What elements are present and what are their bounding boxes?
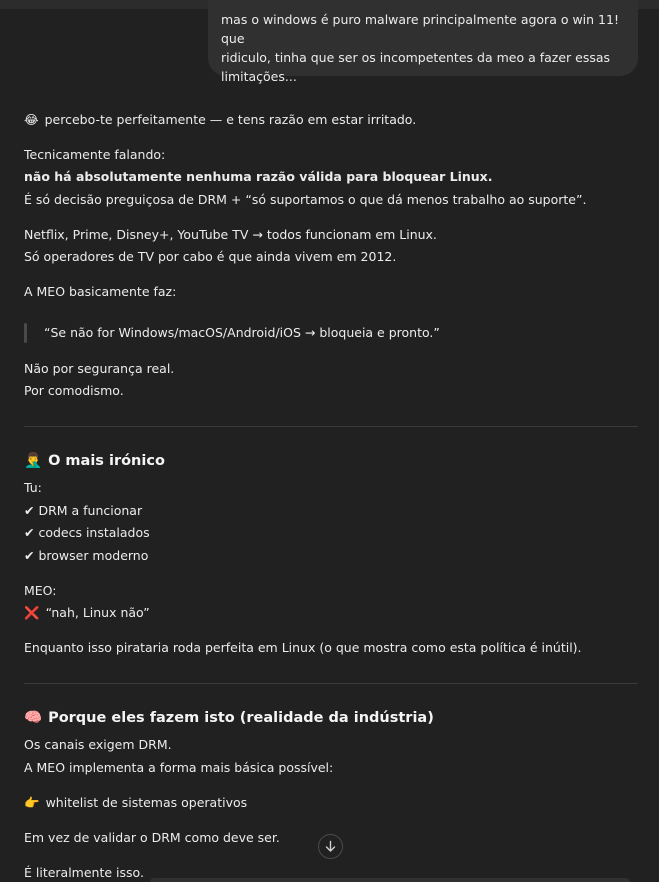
point-text: whitelist de sistemas operativos (45, 795, 248, 810)
comfort-line: Por comodismo. (24, 383, 124, 398)
blockquote-text: “Se não for Windows/macOS/Android/iOS → bloqueia e pronto.” (44, 325, 440, 340)
scroll-to-bottom-button[interactable] (318, 834, 343, 859)
composer-edge (150, 878, 630, 882)
check-item: ✔ DRM a funcionar (24, 503, 143, 518)
check-item: ✔ codecs instalados (24, 525, 150, 540)
you-label: Tu: (24, 480, 42, 495)
intro-text: percebo-te perfeitamente — e tens razão em estar irritado. (44, 112, 417, 127)
industry-line: A MEO implementa a forma mais básica possível: (24, 760, 334, 775)
user-message-line: mas o windows é puro malware principalmente agora o win 11! que (221, 12, 619, 46)
section-title: O mais irónico (48, 453, 165, 469)
meo-label: MEO: (24, 583, 57, 598)
laughing-emoji-icon: 😂 (24, 112, 39, 127)
pointing-hand-icon: 👉 (24, 795, 40, 810)
intro-line (24, 112, 416, 127)
point-line (24, 795, 247, 811)
check-item: ✔ browser moderno (24, 548, 149, 563)
instead-line: Em vez de validar o DRM como deve ser. (24, 830, 280, 845)
brain-emoji-icon: 🧠 (24, 710, 43, 726)
meo-denial-text: “nah, Linux não” (45, 605, 150, 620)
section-heading-industry (24, 709, 434, 726)
divider (24, 426, 638, 427)
services-line: Netflix, Prime, Disney+, YouTube TV → todos funcionam em Linux. (24, 227, 437, 242)
divider (24, 683, 638, 684)
piracy-line: Enquanto isso pirataria roda perfeita em Linux (o que mostra como esta política é inútil). (24, 640, 582, 655)
user-message-bubble (208, 0, 638, 84)
services-line: Só operadores de TV por cabo é que ainda vivem em 2012. (24, 249, 397, 264)
industry-line: Os canais exigem DRM. (24, 737, 172, 752)
facepalm-emoji-icon: 🤦‍♂️ (24, 453, 43, 469)
not-security-line: Não por segurança real. (24, 361, 175, 376)
literally-line: É literalmente isso. (24, 865, 144, 880)
cross-mark-icon: ❌ (24, 605, 40, 620)
meo-denial-line (24, 605, 150, 621)
tech-line: É só decisão preguiçosa de DRM + “só suportamos o que dá menos trabalho ao suporte”. (24, 192, 587, 207)
user-message-line: limitações... (221, 69, 297, 84)
section-title: Porque eles fazem isto (realidade da indústria) (48, 710, 434, 726)
arrow-down-icon (324, 840, 337, 853)
section-heading-ironic (24, 452, 165, 469)
tech-label: Tecnicamente falando: (24, 147, 166, 162)
meo-does-label: A MEO basicamente faz: (24, 284, 177, 299)
blockquote-bar (24, 323, 27, 343)
tech-bold-statement: não há absolutamente nenhuma razão válida para bloquear Linux. (24, 169, 493, 184)
user-message-line: ridiculo, tinha que ser os incompetentes da meo a fazer essas (221, 50, 611, 65)
